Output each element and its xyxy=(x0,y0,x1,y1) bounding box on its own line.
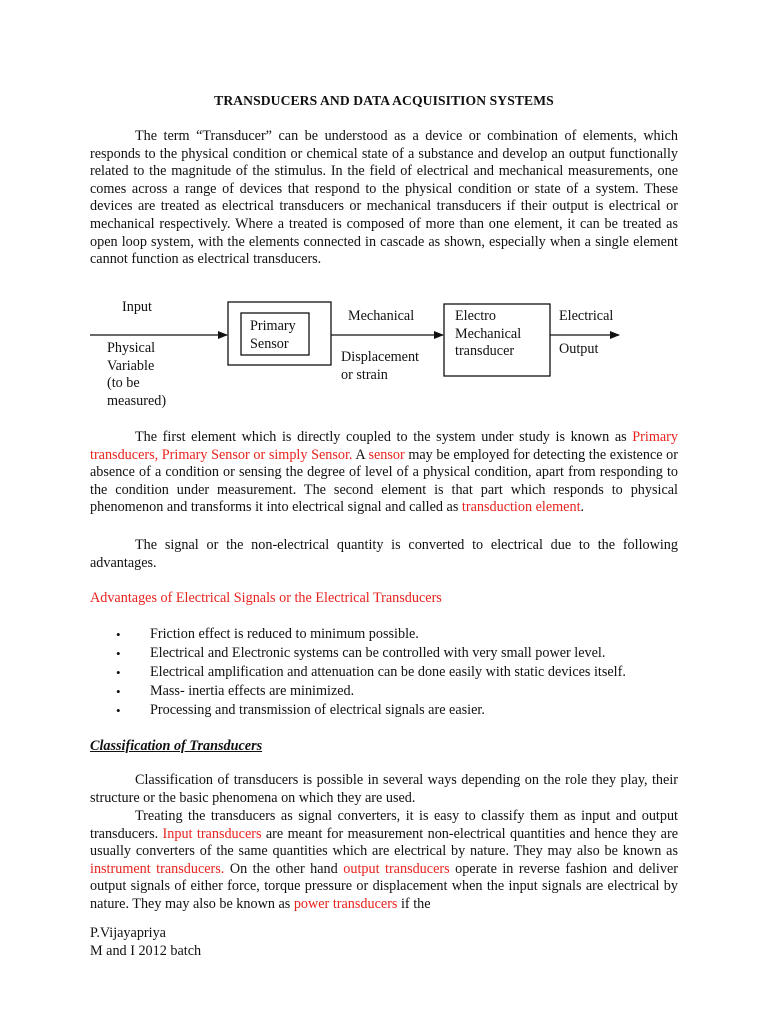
list-item: • Processing and transmission of electrical signals are easier. xyxy=(116,702,485,718)
electro-line-1: Electro xyxy=(455,308,496,324)
bullet-icon: • xyxy=(116,703,121,718)
bullet-icon: • xyxy=(116,684,121,699)
physical-variable-label xyxy=(107,340,166,410)
advantages-intro-paragraph: The signal or the non-electrical quantity is converted to electrical due to the following advantages. xyxy=(90,537,678,571)
advantages-list xyxy=(90,625,678,720)
intro-text: The term “Transducer” can be understood as a device or combination of elements, which responds to the physical condition or chemical state of a substance and develop an output functionally related to the magnitude of the stimulus. In the field of electrical and mechanical measurements, one comes across a range of devices that respond to the physical condition or state of a system. These devices are treated as electrical transducers or mechanical transducers if their output is electrical or mechanical respectively. Where a treated is composed of more than one element, it can be treated as open loop system, with the elements connected in cascade as shown, especially when a single element cannot function as electrical transducers. xyxy=(90,128,678,268)
electro-line-2: Mechanical xyxy=(455,325,522,342)
electro-mechanical-label xyxy=(455,308,521,361)
input-label: Input xyxy=(122,299,152,315)
transducer-block-diagram xyxy=(0,290,768,420)
physical-line-3: (to be xyxy=(107,375,140,391)
mechanical-label: Mechanical xyxy=(348,308,415,324)
footer-author: P.Vijayapriya xyxy=(90,925,166,941)
displacement-line-2: or strain xyxy=(341,366,388,383)
displacement-line-1: Displacement xyxy=(341,349,420,365)
bullet-icon: • xyxy=(116,627,121,642)
primary-line-1: Primary xyxy=(250,318,296,334)
intro-paragraph xyxy=(90,128,678,269)
displacement-label xyxy=(341,349,419,384)
bullet-icon: • xyxy=(116,646,121,661)
electrical-label: Electrical xyxy=(559,308,614,324)
list-item: • Electrical and Electronic systems can be controlled with very small power level. xyxy=(116,645,606,661)
primary-line-2: Sensor xyxy=(250,335,289,352)
list-item: • Friction effect is reduced to minimum possible. xyxy=(116,626,419,642)
output-label: Output xyxy=(559,341,599,357)
physical-line-4: measured) xyxy=(107,392,167,409)
signal-converters-paragraph: Treating the transducers as signal converters, it is easy to classify them as input and output transducers. Input transducers are meant for measurement non-electrical quantities and hence they are usually converters of the same quantities which are electrical by nature. They may also be known as instrument transducers. On the other hand output transducers operate in reverse fashion and deliver output signals of either force, torque pressure or displacement when the input signals are electrical by nature. They may also be known as power transducers if the xyxy=(90,808,678,912)
classification-paragraph: Classification of transducers is possible in several ways depending on the role they play, their structure or the basic phenomena on which they are used. xyxy=(90,772,678,806)
physical-line-2: Variable xyxy=(107,357,155,374)
input-transducers-term: Input transducers xyxy=(162,825,262,842)
list-item: • Mass- inertia effects are minimized. xyxy=(116,683,355,699)
sensor-term: sensor xyxy=(368,446,405,463)
output-transducers-term: output transducers xyxy=(343,860,450,877)
bullet-icon: • xyxy=(116,665,121,680)
page-title: TRANSDUCERS AND DATA ACQUISITION SYSTEMS xyxy=(214,93,554,108)
instrument-transducers-term: instrument transducers. xyxy=(90,860,225,877)
advantages-heading: Advantages of Electrical Signals or the Electrical Transducers xyxy=(90,590,442,606)
electro-line-3: transducer xyxy=(455,343,515,359)
transduction-element-term: transduction element xyxy=(461,499,581,516)
footer-batch: M and I 2012 batch xyxy=(90,943,202,959)
classification-heading: Classification of Transducers xyxy=(90,738,263,754)
primary-element-paragraph: The first element which is directly coupled to the system under study is known as Primary transducers, Primary Sensor or simply Sensor. A sensor may be employed for detecting the existence or absence of a condition or sensing the degree of level of a physical condition, apart from responding to the condition under measurement. The second element is that part which responds to physical phenomenon and transforms it into electrical signal and called as transduction element. xyxy=(90,429,678,516)
list-item: • Electrical amplification and attenuation can be done easily with static devices itself. xyxy=(116,664,626,680)
power-transducers-term: power transducers xyxy=(293,895,398,912)
physical-line-1: Physical xyxy=(107,340,156,356)
primary-transducers-term: Primary transducers, Primary Sensor or simply Sensor. xyxy=(90,429,678,463)
primary-sensor-label xyxy=(250,318,296,353)
